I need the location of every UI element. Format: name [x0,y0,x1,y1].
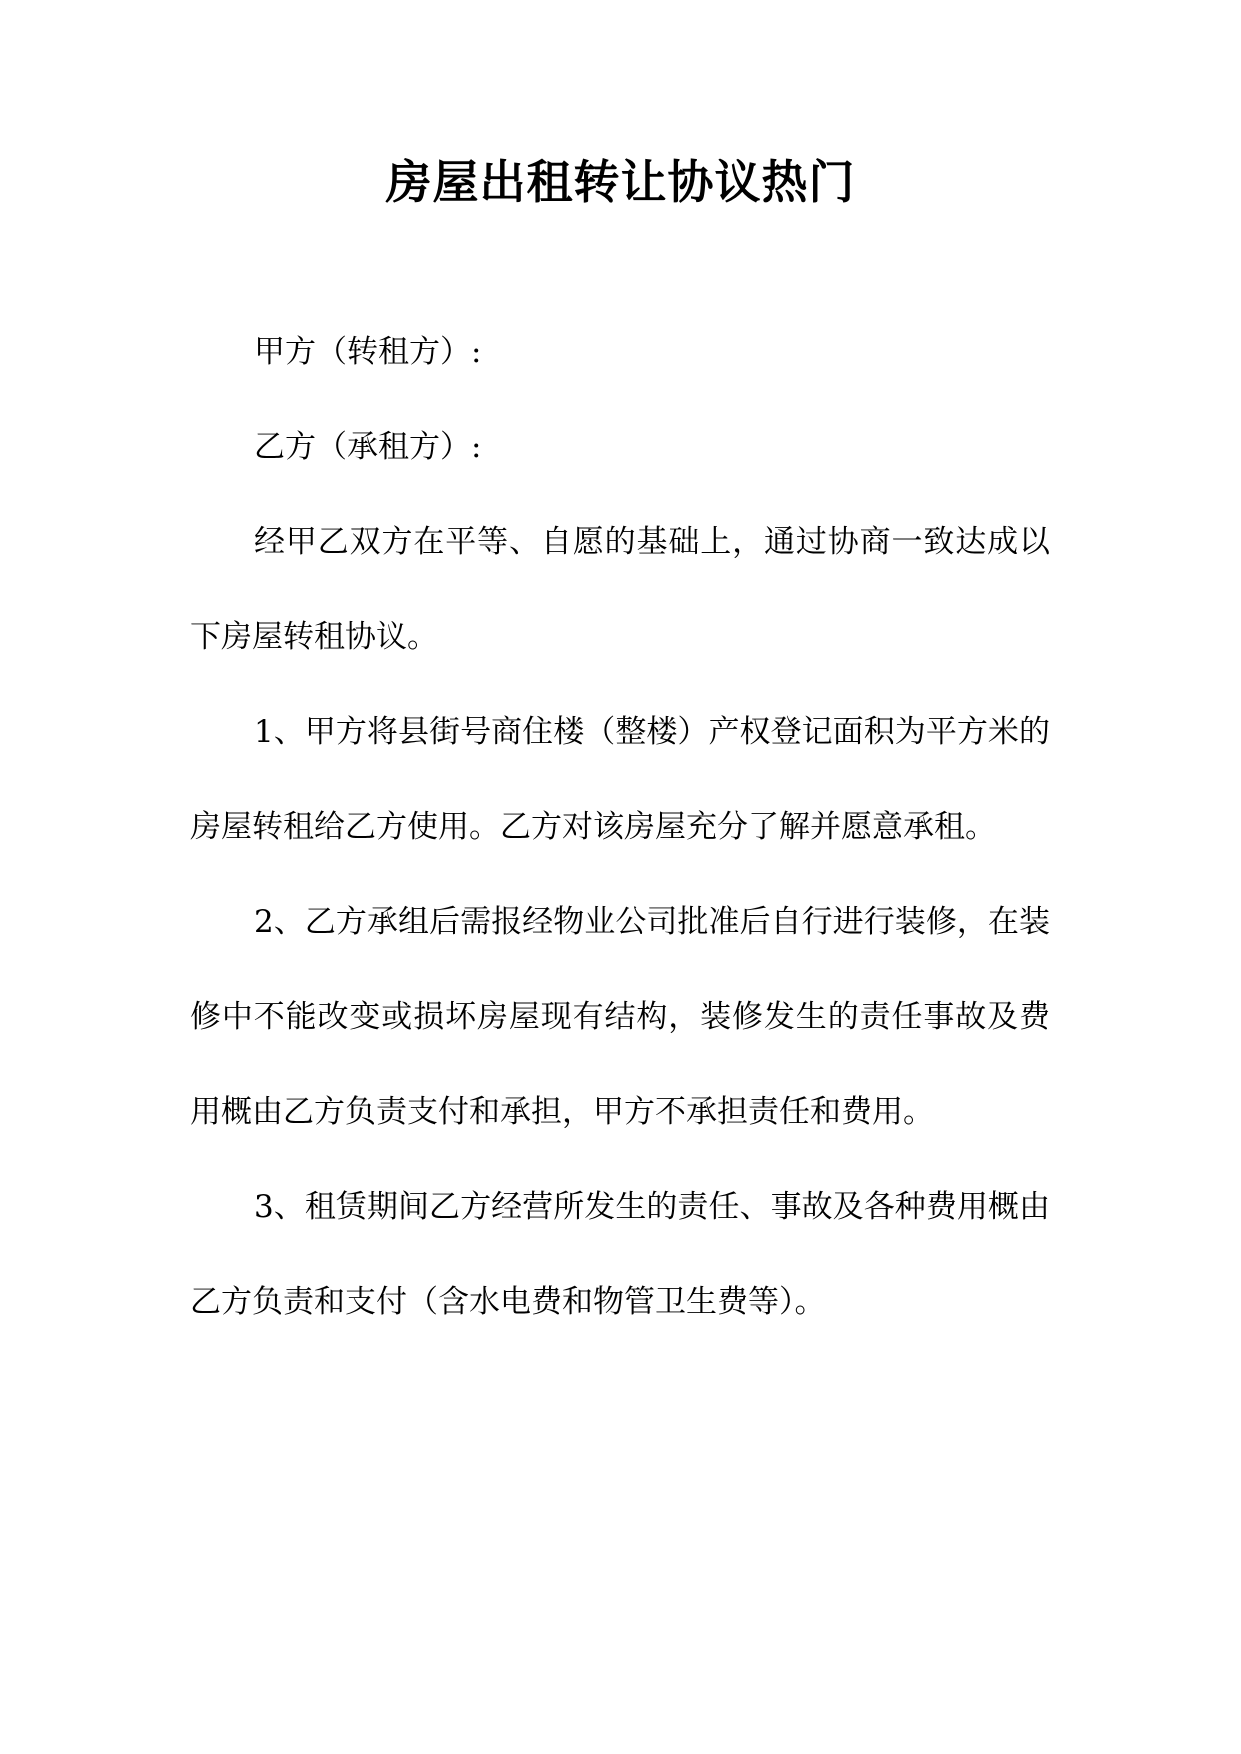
intro-paragraph: 经甲乙双方在平等、自愿的基础上，通过协商一致达成以下房屋转租协议。 [190,524,1050,655]
clause-1: 1、甲方将县街号商住楼（整楼）产权登记面积为平方米的房屋转租给乙方使用。乙方对该房屋充分了解并愿意承租。 [190,714,1050,845]
party-a-line: 甲方（转租方）: [254,334,482,370]
document-body [190,305,1050,1350]
party-b-line: 乙方（承租方）: [254,429,482,465]
clause-3: 3、租赁期间乙方经营所发生的责任、事故及各种费用概由乙方负责和支付（含水电费和物管卫生费等）。 [190,1189,1050,1320]
document-title: 房屋出租转让协议热门 [385,155,856,209]
clause-2: 2、乙方承组后需报经物业公司批准后自行进行装修，在装修中不能改变或损坏房屋现有结构，装修发生的责任事故及费用概由乙方负责支付和承担，甲方不承担责任和费用。 [190,904,1050,1130]
